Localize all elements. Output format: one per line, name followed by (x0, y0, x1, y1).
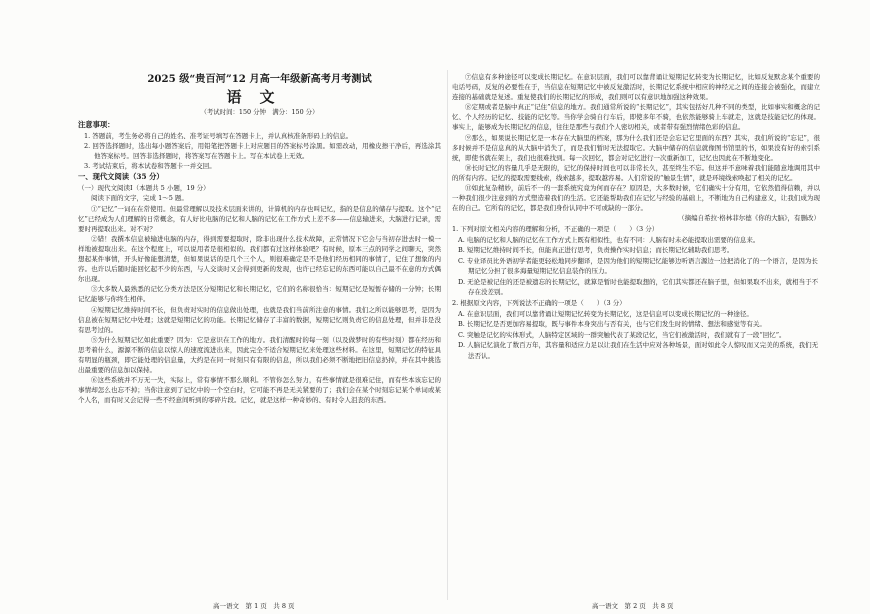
section-heading: 一、现代文阅读（35 分） (78, 172, 164, 182)
question-2-stem: 2. 根据原文内容，下列说法不正确的一项是（ ）（3 分） (452, 299, 626, 308)
page-divider (447, 70, 448, 600)
passage-paragraph: ⑩长时记忆的容量几乎是无限的，记忆的保持时间也可以非常长久，甚至终生不忘。但这并不意味着我们能随意地调用其中的所有内容。记忆的提取需要线索，线索越多，提取越容易。人们常说的“触景生情”，就是环境线索唤起了相关的记忆。 (452, 163, 820, 182)
question-2-option-c: C. 突触是记忆的实体形式，人脑特定区域的一群突触代表了某段记忆，当它们被激活时，我们就有了一段“回忆”。 (458, 330, 786, 339)
passage-paragraph: ⑥这些系统并不万无一失，实际上，常有事情不那么顺利。不管你怎么努力，有些事情就是很难记住，而有些本该忘记的事情却怎么也忘不掉；当你注意到了记忆中的一个空白时，它可能不再是无关紧要的了；我们会在某个时刻忘记某个单词或某个人名，而有时又会记得一些不经意间听到的零碎片段。记忆，就是这样一种奇妙的、有时令人沮丧的东西。 (78, 376, 441, 405)
passage-paragraph: ⑪如此复杂精妙，前后不一的一套系统究竟为何而存在？原因是，大多数时候，它们确实十分有用，它依然值得信赖，并以一种我们很少注意到的方式塑造着我们的生活。它还能帮助我们在记忆与经验的基础上，不断地为自己构建意义，让我们成为现在的自己。它所有的记忆，都是我们身份认同中不可或缺的一部分。 (452, 184, 820, 213)
passage-paragraph: ②错！我撰本信息被输进电脑的内存，得到需要提取时，除非出现什么技术故障，正常情况下它会与当初存进去时一模一样地被提取出来。在这个程度上，可以说用者是很相似的。我们都有过这样体验吧？有时候，原本三点的同学之间聊天，突然想起某件事情，开头好像能想清楚，但如果说话的是几个三个人，则很难确定是不是他们经历相同的事情了，记住了想象的内容。也许以后随时能回忆起不少的东西，与人交谈时又会得到更新的发现，也许已经忘记的东西可能以自己最不在意的方式偶尔出现。 (78, 234, 441, 284)
notes-heading: 注意事项： (78, 120, 115, 129)
question-2-option-b: B. 长期记忆是否更加容易提取，既与事件本身突出与否有关，也与它们发生时的情绪、想法和感觉等有关。 (458, 320, 766, 329)
exam-title: 2025 级“贵百河”12 月高一年级新高考月考测试 (147, 73, 372, 85)
note-item: 2. 回答选择题时，选出每小题答案后，用铅笔把答题卡上对应题目的答案标号涂黑。如需改动，用橡皮擦干净后，再选涂其他答案标号。回答非选择题时，将答案写在答题卡上。写在本试卷上无效。 (84, 142, 441, 161)
source-credit: （摘编自希拉·格林菲尔德《你的大脑》，有删改） (678, 214, 820, 223)
right-page (452, 72, 820, 362)
page-footer-right: 高一语文 第 2 页 共 8 页 (592, 602, 674, 610)
passage-paragraph: ③大多数人最熟悉的记忆分类方法是区分短期记忆和长期记忆，它们的名称很恰当：短期记忆是短暂存储的一分钟；长期记忆能够与你终生相伴。 (78, 285, 441, 304)
passage-paragraph: ⑤为什么短期记忆如此重要？因为：它是意识在工作的地方。我们清醒时的每一刻（以及做梦时的有些时刻）都在经历和思考着什么，源源不断的信息以惊人的速度流进出来，因此完全不适合短期记忆来处理这些材料。在这里，短期记忆的特征具有明显的瓶颈，即它能处理的信息量，大约是在同一时刻只有有限的信息，所以我们必须不断地把旧信息扔掉，并在其中挑选出最重要的信息加以保持。 (78, 335, 441, 375)
passage-paragraph: ⑨那么，如果说长期记忆是一本存在大脑里的档案，那为什么我们还是会忘记它里面的东西？其实，我们所说的“忘记”，很多时候并不是信息真的从大脑中消失了，而是我们暂时无法提取它。大脑中储存的信息就像图书馆里的书，如果没有好的索引系统，即使书就在架上，我们也很难找到。每一次回忆，都会对记忆进行一次重新加工，记忆也因此在不断地变化。 (452, 133, 820, 162)
exam-info: （考试时间：150 分钟 满分：150 分） (200, 108, 319, 116)
passage-paragraph: ④短期记忆维持时间不长，但负责对实时的信息做出处理，也就是我们当前所注意的事情。我们之所以能够思考，是因为信息被在短期记忆中处理；这就是短期记忆的功能。长期记忆储存了丰富的数据，短期记忆则负责它的信息处理，但并非是没有思考过的。 (78, 305, 441, 334)
page-footer-left: 高一语文 第 1 页 共 8 页 (213, 602, 295, 610)
note-item: 3. 考试结束后，将本试卷和答题卡一并交回。 (84, 162, 216, 171)
passage-paragraph: ⑦信息有多种途径可以变成长期记忆。在意识层面，我们可以靠背诵让短期记忆转变为长期记忆，比如反复默念某个重要的电话号码，反复的必要性在于，当信息在短期记忆中被反复激活时，长期记忆系统中相应的神经元之间的连接会被强化，而建立连接的基础就是复述。重复使我们的长期记忆的形成，我们则可以有意识地加强这种效果。 (452, 73, 820, 102)
question-1-stem: 1. 下列对原文相关内容的理解和分析，不正确的一项是（ ）（3 分） (452, 224, 659, 233)
passage-paragraph: ⑧定期或者是脑中真正“记住”信息的地方。我们通常所说的“长期记忆”，其实包括好几种不同的类型，比如事实和概念的记忆、个人经历的记忆、技能的记忆等。当你学会骑自行车后，即使多年不骑，也依然能够骑上车就走，这就是技能记忆的体现。事实上，能够成为长期记忆的信息，往往是那些与我们个人密切相关，或者带有强烈情绪色彩的信息。 (452, 103, 820, 132)
subsection-heading: （一）现代文阅读Ⅰ（本题共 5 小题，19 分） (78, 184, 210, 193)
question-1-option-b: B. 短期记忆维持时间不长，但能真正进行思考，负责操作实时信息；而长期记忆辅助我们思考。 (458, 246, 734, 255)
note-item: 1. 答题前，考生务必将自己的姓名、准考证号填写在答题卡上，并认真核准条形码上的信息。 (84, 132, 353, 140)
left-page (78, 72, 441, 405)
reading-instruction: 阅读下面的文字，完成 1～5 题。 (91, 194, 188, 203)
passage-paragraph: ①“记忆”一词在在常使用。但最常理解以及技术层面来讲的，计算机的内存也叫记忆，指的是信息的储存与提取。这个“记忆”已经成为人们理解的日常概念，有人好比电脑的记忆和人脑的记忆在工作方式上差不多——信息输进来，大脑进行记录，需要时再提取出来。对不对？ (78, 204, 441, 233)
question-2-option-d: D. 人脑记忆演化了数百万年，其容量和适应力足以让我们在生活中应对各种场景，面对如此令人惊叹而又完美的系统，我们无法否认。 (458, 341, 819, 361)
question-1-option-d: D. 无论是被记住的还是被遗忘的长期记忆，就算是暂时也能提取想的，它们其实都还在脑子里，但如果取不出来，就相当于不存在没差别。 (458, 277, 819, 297)
exam-subject: 语文 (226, 88, 293, 106)
question-1-option-a: A. 电脑的记忆和人脑的记忆在工作方式上既有相似性，也有不同：人脑有时未必能提取出需要的信息来。 (458, 235, 760, 244)
question-2-option-a: A. 在意识层面，我们可以靠背诵让短期记忆转变为长期记忆，这是信息可以变成长期记忆的一种途径。 (458, 309, 753, 318)
question-1-option-c: C. 专业译员比外语初学者能更轻松地同步翻译，是因为他们的短期记忆能够边听语言源边一边把消化了的一个语言，是因为长期记忆分担了很多海量短期记忆信息装作的压力。 (458, 256, 818, 276)
